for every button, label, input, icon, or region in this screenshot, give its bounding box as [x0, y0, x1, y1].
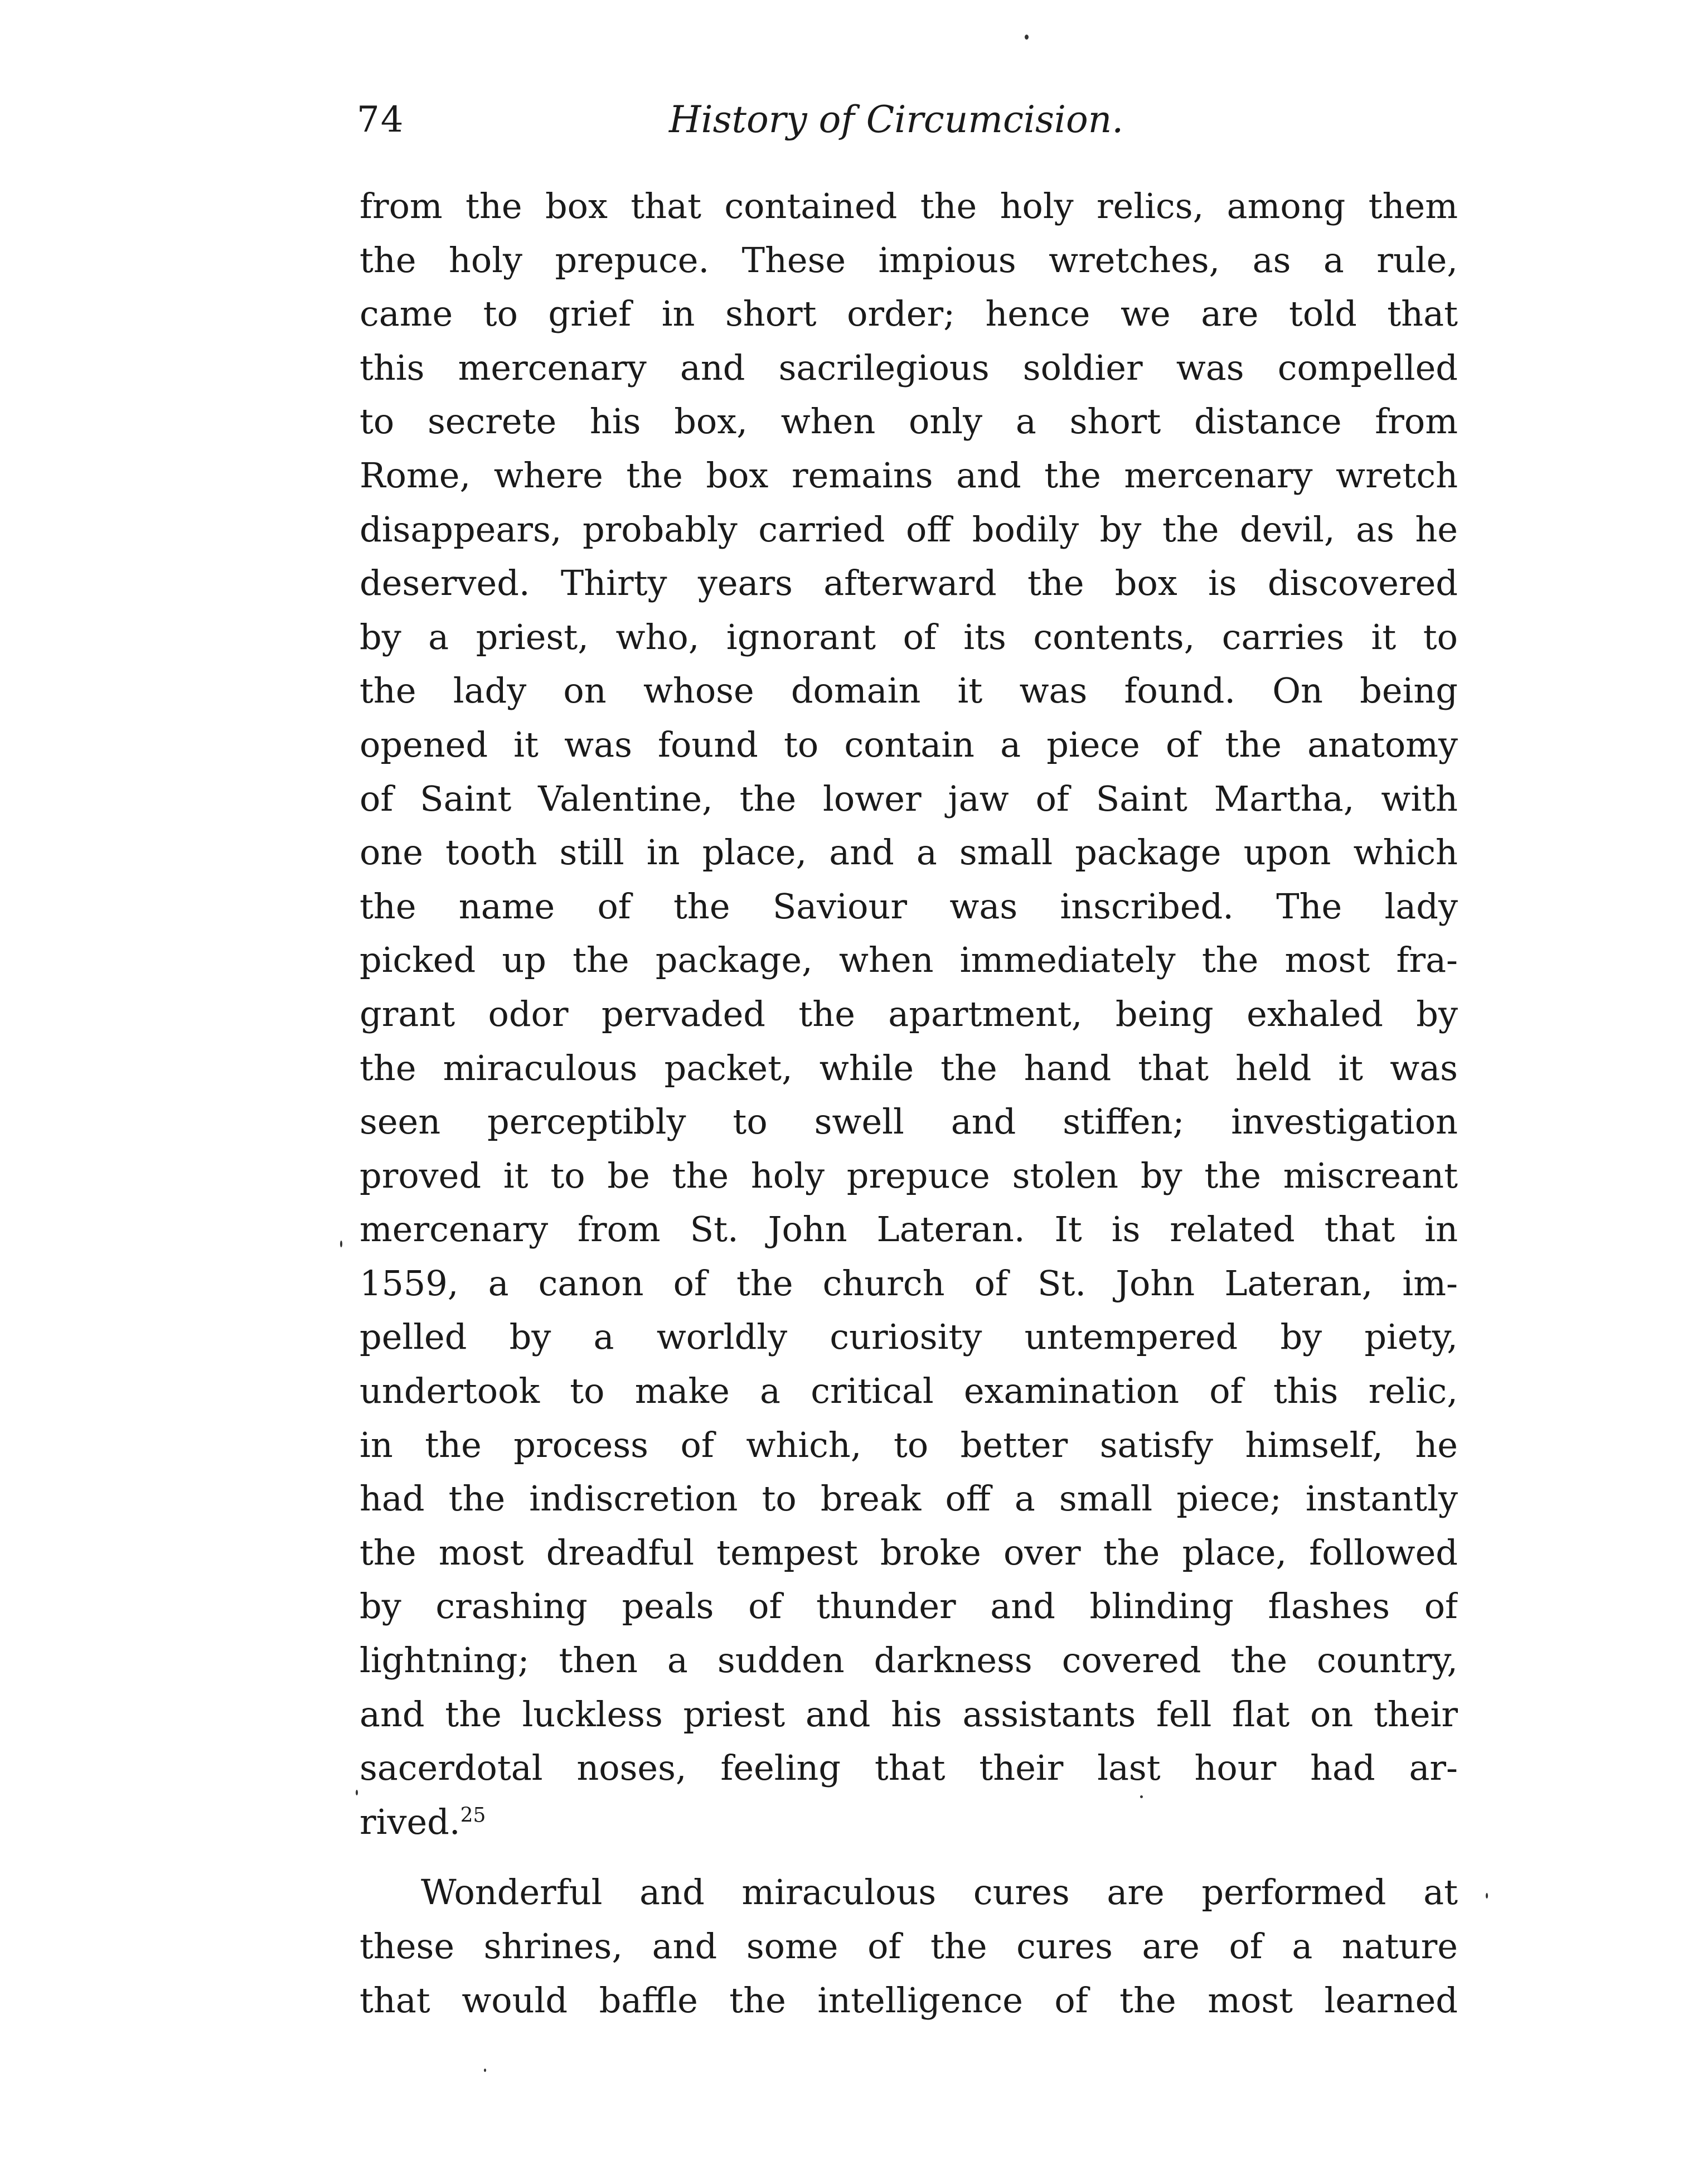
text-line: mercenary from St. John Lateran. It is related that in [360, 1209, 1458, 1250]
text-line: by crashing peals of thunder and blinding flashes of [360, 1586, 1458, 1627]
text-line: and the luckless priest and his assistants fell flat on their [360, 1693, 1458, 1735]
paragraph-1 [360, 180, 1458, 1849]
scan-speck [340, 1241, 342, 1247]
text-line: proved it to be the holy prepuce stolen by the miscreant [360, 1155, 1458, 1196]
body-text [360, 180, 1458, 2027]
text-line: from the box that contained the holy relics, among them [360, 186, 1458, 226]
text-line: that would baffle the intelligence of the most learned [360, 1979, 1458, 2021]
text-line: by a priest, who, ignorant of its contents, carries it to [360, 616, 1458, 657]
text-line: opened it was found to contain a piece of the anatomy [360, 724, 1458, 765]
scan-speck [484, 2069, 486, 2072]
last-line-text: rived. [360, 1801, 460, 1842]
text-line: 1559, a canon of the church of St. John Lateran, im- [360, 1262, 1458, 1304]
text-line: the most dreadful tempest broke over the place, followed [360, 1532, 1458, 1573]
text-line: picked up the package, when immediately the most fra- [360, 940, 1458, 981]
text-line: one tooth still in place, and a small package upon which [360, 832, 1458, 873]
text-line: Wonderful and miraculous cures are performed at [421, 1872, 1458, 1913]
page-header [357, 89, 1148, 151]
footnote-reference: 25 [460, 1804, 486, 1827]
text-line: undertook to make a critical examination of this relic, [360, 1371, 1458, 1412]
paragraph-2 [360, 1866, 1458, 2027]
text-line: disappears, probably carried off bodily by the devil, as he [360, 509, 1458, 550]
text-line: the holy prepuce. These impious wretches, as a rule, [360, 239, 1458, 280]
text-line: lightning; then a sudden darkness covered the country, [360, 1640, 1458, 1681]
text-line: had the indiscretion to break off a small piece; instantly [360, 1478, 1458, 1519]
running-title: History of Circumcision. [669, 98, 1124, 141]
text-line: of Saint Valentine, the lower jaw of Saint Martha, with [360, 778, 1458, 819]
text-line: these shrines, and some of the cures are of a nature [360, 1926, 1458, 1967]
scan-speck [1140, 1795, 1143, 1798]
text-line: came to grief in short order; hence we are told that [360, 293, 1458, 335]
text-line: seen perceptibly to swell and stiffen; investigation [360, 1101, 1458, 1142]
text-line: grant odor pervaded the apartment, being exhaled by [360, 993, 1458, 1034]
text-line: the name of the Saviour was inscribed. The lady [360, 885, 1458, 927]
text-line: in the process of which, to better satisfy himself, he [360, 1424, 1458, 1465]
text-line: this mercenary and sacrilegious soldier was compelled [360, 347, 1458, 388]
scan-speck [1025, 35, 1029, 40]
text-line: the lady on whose domain it was found. On being [360, 670, 1458, 711]
text-line: deserved. Thirty years afterward the box is discovered [360, 563, 1458, 604]
scan-speck [1486, 1893, 1488, 1899]
text-line: to secrete his box, when only a short distance from [360, 401, 1458, 442]
text-line: sacerdotal noses, feeling that their last hour had ar- [360, 1747, 1458, 1789]
scan-speck [356, 1790, 358, 1795]
text-line: pelled by a worldly curiosity untempered by piety, [360, 1316, 1458, 1358]
page-number: 74 [357, 99, 405, 141]
text-line: the miraculous packet, while the hand that held it was [360, 1047, 1458, 1088]
text-line: Rome, where the box remains and the mercenary wretch [360, 454, 1458, 496]
text-line-last [360, 1795, 1458, 1849]
